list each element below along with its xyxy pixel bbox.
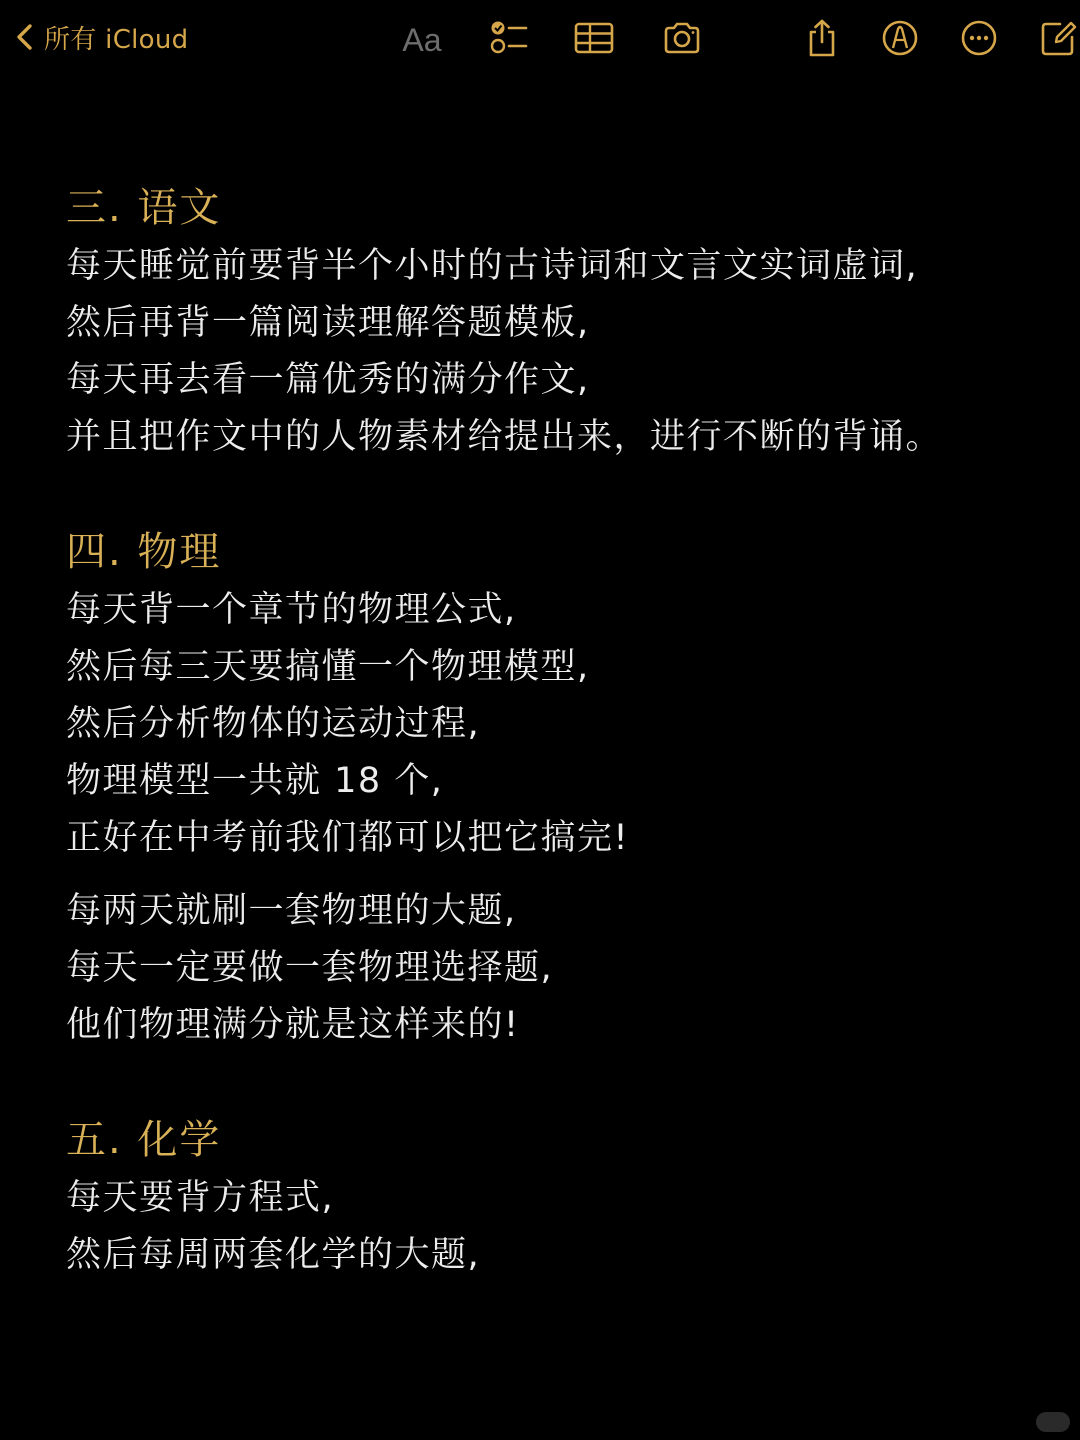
markup-button[interactable]	[878, 16, 922, 60]
note-line: 他们物理满分就是这样来的!	[66, 1005, 520, 1045]
markup-icon	[880, 18, 920, 58]
section-heading: 四. 物理	[66, 529, 222, 575]
checklist-button[interactable]	[486, 16, 530, 60]
checklist-icon	[488, 18, 528, 58]
note-line: 正好在中考前我们都可以把它搞完!	[66, 818, 630, 858]
share-button[interactable]	[800, 16, 844, 60]
section-heading: 三. 语文	[66, 185, 222, 231]
note-line: 并且把作文中的人物素材给提出来，进行不断的背诵。	[66, 417, 943, 457]
table-button[interactable]	[572, 16, 616, 60]
section-heading: 五. 化学	[66, 1117, 222, 1163]
camera-icon	[662, 18, 702, 58]
watermark-logo	[1036, 1412, 1070, 1432]
note-line: 每两天就刷一套物理的大题,	[66, 891, 517, 931]
compose-icon	[1038, 18, 1078, 58]
camera-button[interactable]	[660, 16, 704, 60]
note-line: 然后每周两套化学的大题,	[66, 1235, 481, 1275]
note-line: 然后分析物体的运动过程,	[66, 704, 481, 744]
note-section-chinese	[66, 178, 1026, 466]
note-line: 每天一定要做一套物理选择题,	[66, 948, 554, 988]
note-body[interactable]	[66, 178, 1026, 1284]
chevron-left-icon	[12, 22, 38, 52]
note-line: 每天要背方程式,	[66, 1178, 335, 1218]
format-button[interactable]: Aa	[402, 21, 442, 58]
back-button[interactable]	[12, 14, 188, 60]
table-icon	[574, 18, 614, 58]
share-icon	[802, 18, 842, 58]
back-label: 所有 iCloud	[44, 24, 189, 55]
compose-button[interactable]	[1036, 16, 1080, 60]
note-line: 然后每三天要搞懂一个物理模型,	[66, 647, 590, 687]
toolbar	[0, 0, 1080, 76]
note-section-chemistry	[66, 1110, 1026, 1284]
note-line: 每天睡觉前要背半个小时的古诗词和文言文实词虚词,	[66, 246, 919, 286]
note-line: 然后再背一篇阅读理解答题模板,	[66, 303, 590, 343]
note-line: 每天再去看一篇优秀的满分作文,	[66, 360, 590, 400]
note-line: 物理模型一共就 18 个,	[66, 761, 444, 801]
more-button[interactable]	[957, 16, 1001, 60]
more-icon	[959, 18, 999, 58]
note-line: 每天背一个章节的物理公式,	[66, 590, 517, 630]
note-section-physics	[66, 522, 1026, 1054]
